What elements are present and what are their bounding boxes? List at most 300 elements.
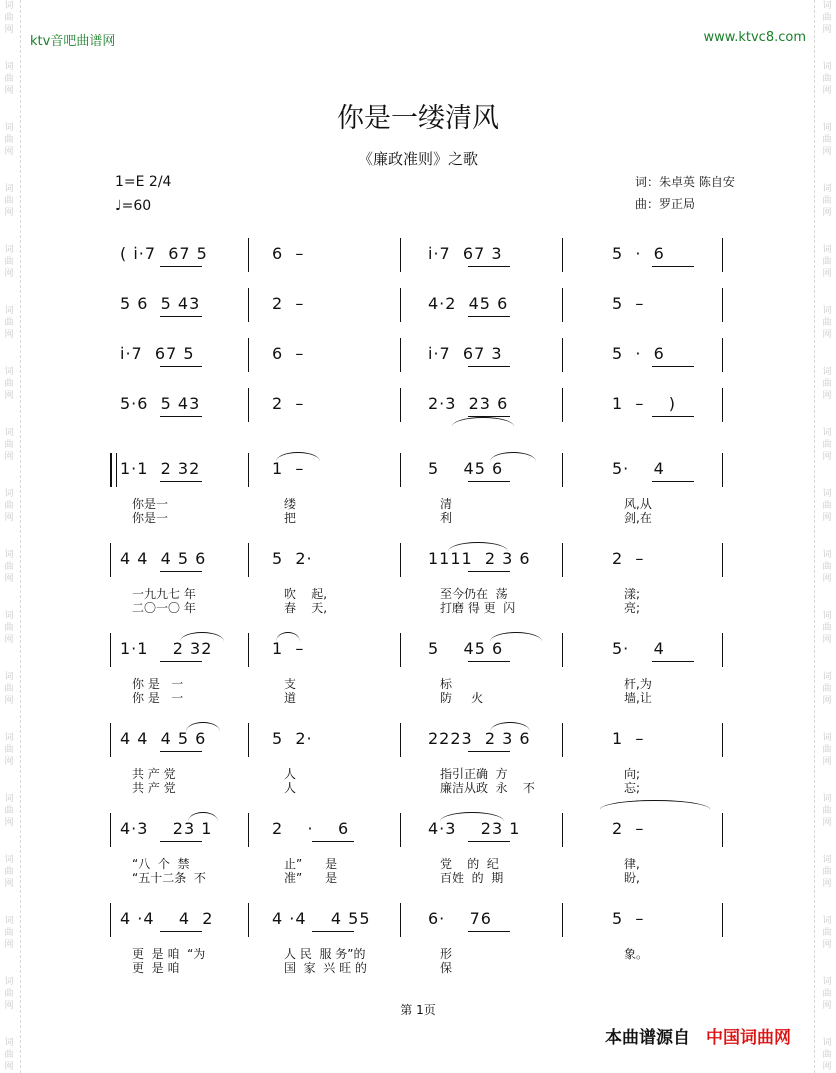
source-note	[605, 1023, 791, 1048]
measure-notes: 5 6 5 43	[120, 294, 201, 313]
lyric-segment: 止” 是	[284, 857, 338, 871]
watermark-char: 词	[822, 1038, 832, 1048]
score-row	[0, 338, 836, 372]
beam-underline	[160, 751, 202, 752]
measure-notes: 4·3 23 1	[428, 819, 521, 838]
lyric-segment: 道	[284, 691, 297, 705]
score-row	[0, 903, 836, 937]
watermark-char: 曲	[822, 196, 832, 206]
bar-line	[110, 543, 111, 577]
watermark-char: 网	[4, 635, 14, 645]
watermark-char: 网	[822, 1001, 832, 1011]
lyric-segment: 盼,	[624, 871, 640, 885]
watermark-char: 网	[4, 330, 14, 340]
watermark-char: 曲	[4, 379, 14, 389]
beam-underline	[652, 366, 694, 367]
lyric-segment: 利	[440, 511, 453, 525]
watermark-char: 网	[4, 513, 14, 523]
lyric-segment: 杆,为	[624, 677, 652, 691]
bar-line	[400, 723, 401, 757]
beam-underline	[468, 571, 510, 572]
watermark-char: 曲	[4, 13, 14, 23]
measure-notes: 2 –	[612, 549, 645, 568]
watermark-char: 词	[4, 428, 14, 438]
measure-notes: i̇·7 67 3	[428, 344, 503, 363]
watermark-char: 网	[4, 879, 14, 889]
measure-notes: ( i̇·7 67 5	[120, 244, 208, 263]
lyric-segment: 廉洁从政 永 不	[440, 781, 535, 795]
bar-line	[400, 288, 401, 322]
beam-underline	[468, 751, 510, 752]
bar-line	[248, 288, 249, 322]
bar-line	[722, 903, 723, 937]
slur-mark	[276, 452, 320, 471]
beam-underline	[160, 316, 202, 317]
score-row	[0, 238, 836, 272]
slur-mark	[490, 452, 536, 471]
lyric-segment: 亮;	[624, 601, 641, 615]
measure-notes: 4 4 4 5 6	[120, 549, 207, 568]
watermark-char: 词	[822, 367, 832, 377]
watermark-char: 词	[822, 428, 832, 438]
watermark-char: 网	[822, 452, 832, 462]
lyric-segment: 你 是 一	[132, 677, 184, 691]
watermark-char: 网	[4, 696, 14, 706]
watermark-char: 网	[822, 86, 832, 96]
watermark-char: 网	[4, 147, 14, 157]
watermark-char: 曲	[822, 135, 832, 145]
measure-notes: 5 45 6	[428, 459, 504, 478]
lyric-segment: 防 火	[440, 691, 484, 705]
beam-underline	[652, 416, 694, 417]
measure-notes: 6 –	[272, 344, 305, 363]
slur-mark	[448, 542, 508, 561]
watermark-char: 曲	[4, 989, 14, 999]
measure-notes: 5 –	[612, 909, 645, 928]
watermark-group	[2, 183, 16, 244]
lyric-segment: 一九九七 年	[132, 587, 196, 601]
watermark-char: 词	[822, 62, 832, 72]
bar-line	[248, 238, 249, 272]
lyric-segment: 把	[284, 511, 297, 525]
lyric-segment: 党 的 纪	[440, 857, 499, 871]
measure-notes: 1 –	[272, 459, 305, 478]
watermark-char: 词	[4, 916, 14, 926]
bar-line	[110, 633, 111, 667]
score-row	[0, 453, 836, 487]
lyric-segment: 你 是 一	[132, 691, 184, 705]
watermark-char: 曲	[4, 562, 14, 572]
bar-line	[722, 388, 723, 422]
watermark-group	[820, 1037, 834, 1073]
measure-notes: 5· 4	[612, 459, 665, 478]
measure-notes: 5 2·	[272, 549, 313, 568]
measure-notes: 4 ·4 4 2	[120, 909, 214, 928]
measure-notes: 1 – )	[612, 394, 676, 413]
beam-underline	[468, 481, 510, 482]
watermark-char: 曲	[4, 806, 14, 816]
lyric-segment: “五十二条 不	[132, 871, 206, 885]
measure-notes: 5 2·	[272, 729, 313, 748]
bar-line	[722, 453, 723, 487]
measure-notes: 5 45 6	[428, 639, 504, 658]
score-row	[0, 813, 836, 847]
bar-line	[400, 543, 401, 577]
measure-notes: 4 ·4 4 55	[272, 909, 371, 928]
bar-line	[722, 238, 723, 272]
watermark-char: 词	[4, 550, 14, 560]
source-site: 中国词曲网	[706, 1028, 791, 1048]
lyric-segment: 准” 是	[284, 871, 338, 885]
measure-notes: 2 –	[272, 294, 305, 313]
score-row	[0, 723, 836, 757]
measure-notes: 2 –	[612, 819, 645, 838]
watermark-char: 曲	[4, 1050, 14, 1060]
beam-underline	[312, 931, 354, 932]
watermark-char: 网	[822, 635, 832, 645]
lyric-segment: 共 产 党	[132, 781, 176, 795]
bar-line	[248, 338, 249, 372]
watermark-char: 网	[822, 269, 832, 279]
watermark-char: 网	[4, 757, 14, 767]
measure-notes: 5 –	[612, 294, 645, 313]
bar-line	[562, 388, 563, 422]
song-subtitle: 《廉政准则》之歌	[357, 150, 478, 168]
lyric-segment: 人 民 服 务”的	[284, 947, 366, 961]
beam-underline	[468, 931, 510, 932]
watermark-char: 曲	[822, 623, 832, 633]
bar-line	[562, 813, 563, 847]
watermark-char: 曲	[4, 501, 14, 511]
watermark-group	[2, 488, 16, 549]
watermark-char: 网	[822, 574, 832, 584]
beam-underline	[160, 266, 202, 267]
measure-notes: 5 · 6	[612, 244, 665, 263]
watermark-char: 词	[822, 489, 832, 499]
beam-underline	[468, 266, 510, 267]
lyric-segment: 更 是 咱 “为	[132, 947, 206, 961]
slur-mark	[180, 632, 224, 651]
lyric-segment: 打磨 得 更 闪	[440, 601, 516, 615]
measure-notes: 4 4 4 5 6	[120, 729, 207, 748]
watermark-char: 曲	[822, 257, 832, 267]
watermark-char: 曲	[822, 379, 832, 389]
beam-underline	[160, 571, 202, 572]
watermark-char: 网	[4, 1001, 14, 1011]
lyric-segment: 二〇一〇 年	[132, 601, 196, 615]
slur-mark	[452, 417, 514, 436]
watermark-char: 词	[4, 245, 14, 255]
beam-underline	[160, 931, 202, 932]
watermark-char: 曲	[822, 562, 832, 572]
watermark-group	[2, 0, 16, 61]
watermark-char: 词	[4, 672, 14, 682]
bar-line	[400, 903, 401, 937]
slur-mark	[600, 800, 710, 819]
beam-underline	[468, 316, 510, 317]
watermark-char: 词	[822, 794, 832, 804]
measure-notes: 2 · 6	[272, 819, 350, 838]
measure-notes: i̇·7 67 5	[120, 344, 195, 363]
watermark-char: 词	[822, 245, 832, 255]
watermark-char: 网	[4, 1062, 14, 1072]
measure-notes: 6· 76	[428, 909, 492, 928]
watermark-char: 词	[822, 1, 832, 11]
lyric-segment: 指引正确 方	[440, 767, 508, 781]
measure-notes: 4·2 45 6	[428, 294, 509, 313]
watermark-char: 词	[4, 306, 14, 316]
watermark-char: 曲	[822, 318, 832, 328]
watermark-char: 曲	[4, 318, 14, 328]
source-prefix: 本曲谱源自	[605, 1028, 690, 1048]
beam-underline	[160, 841, 202, 842]
watermark-char: 词	[4, 794, 14, 804]
watermark-char: 词	[822, 916, 832, 926]
watermark-char: 词	[4, 367, 14, 377]
beam-underline	[160, 416, 202, 417]
site-url-right: www.ktvc8.com	[703, 30, 806, 45]
watermark-char: 网	[822, 25, 832, 35]
watermark-char: 网	[4, 269, 14, 279]
lyric-segment: 共 产 党	[132, 767, 176, 781]
bar-line	[248, 633, 249, 667]
lyric-segment: 形	[440, 947, 453, 961]
watermark-char: 网	[4, 25, 14, 35]
slur-mark	[490, 632, 542, 651]
watermark-char: 词	[4, 855, 14, 865]
bar-line	[248, 543, 249, 577]
watermark-char: 网	[4, 940, 14, 950]
tempo-marking: ♩=60	[115, 198, 152, 214]
lyric-segment: 风,从	[624, 497, 652, 511]
watermark-char: 曲	[4, 257, 14, 267]
lyric-segment: 至今仍在 荡	[440, 587, 508, 601]
measure-notes: 1111 2 3 6	[428, 549, 531, 568]
bar-line	[400, 633, 401, 667]
bar-line	[562, 338, 563, 372]
measure-notes: 5· 4	[612, 639, 665, 658]
page-number: 第 1页	[400, 1003, 436, 1017]
watermark-char: 词	[4, 1038, 14, 1048]
beam-underline	[468, 841, 510, 842]
bar-line	[110, 453, 117, 487]
lyricist-credit: 词：朱卓英 陈自安	[635, 175, 735, 189]
bar-line	[400, 453, 401, 487]
watermark-char: 网	[4, 574, 14, 584]
beam-underline	[160, 661, 202, 662]
watermark-char: 曲	[4, 623, 14, 633]
watermark-char: 曲	[822, 501, 832, 511]
measure-notes: 1·1 2 32	[120, 459, 201, 478]
lyric-segment: 更 是 咱	[132, 961, 180, 975]
measure-notes: i̇·7 67 3	[428, 244, 503, 263]
slur-mark	[188, 812, 218, 831]
lyric-segment: 你是一	[132, 497, 169, 511]
watermark-char: 词	[822, 672, 832, 682]
watermark-char: 曲	[822, 684, 832, 694]
watermark-char: 网	[822, 1062, 832, 1072]
measure-notes: 1 –	[272, 639, 305, 658]
watermark-char: 词	[4, 62, 14, 72]
watermark-char: 网	[822, 757, 832, 767]
watermark-char: 词	[822, 184, 832, 194]
watermark-char: 词	[822, 977, 832, 987]
watermark-char: 曲	[822, 745, 832, 755]
watermark-char: 网	[4, 452, 14, 462]
bar-line	[248, 723, 249, 757]
lyric-segment: 你是一	[132, 511, 169, 525]
watermark-char: 词	[822, 855, 832, 865]
bar-line	[562, 723, 563, 757]
watermark-char: 词	[4, 184, 14, 194]
composer-credit: 曲：罗正局	[635, 197, 696, 211]
slur-mark	[490, 722, 530, 741]
watermark-char: 词	[822, 550, 832, 560]
watermark-char: 网	[4, 86, 14, 96]
watermark-char: 词	[822, 123, 832, 133]
watermark-char: 词	[4, 611, 14, 621]
bar-line	[400, 388, 401, 422]
watermark-char: 词	[4, 733, 14, 743]
lyric-segment: 国 家 兴 旺 的	[284, 961, 367, 975]
watermark-char: 曲	[4, 196, 14, 206]
measure-notes: 1 –	[612, 729, 645, 748]
lyric-segment: “八 个 禁	[132, 857, 190, 871]
lyric-segment: 缕	[284, 497, 297, 511]
score-row	[0, 388, 836, 422]
watermark-char: 词	[4, 489, 14, 499]
lyric-segment: 剑,在	[624, 511, 652, 525]
beam-underline	[652, 661, 694, 662]
bar-line	[248, 388, 249, 422]
lyric-segment: 漾;	[624, 587, 641, 601]
slur-mark	[276, 632, 300, 651]
watermark-char: 网	[822, 513, 832, 523]
beam-underline	[652, 266, 694, 267]
slur-mark	[440, 812, 504, 831]
watermark-char: 网	[822, 330, 832, 340]
slur-mark	[186, 722, 220, 741]
watermark-group	[820, 488, 834, 549]
bar-line	[722, 723, 723, 757]
bar-line	[400, 338, 401, 372]
measure-notes: 5 · 6	[612, 344, 665, 363]
bar-line	[400, 238, 401, 272]
watermark-char: 曲	[822, 806, 832, 816]
measure-notes: 1·1 2 32	[120, 639, 213, 658]
watermark-char: 曲	[822, 440, 832, 450]
watermark-char: 网	[4, 208, 14, 218]
bar-line	[248, 453, 249, 487]
bar-line	[722, 543, 723, 577]
beam-underline	[468, 661, 510, 662]
watermark-char: 曲	[822, 74, 832, 84]
beam-underline	[652, 481, 694, 482]
watermark-char: 曲	[822, 1050, 832, 1060]
watermark-char: 网	[822, 940, 832, 950]
bar-line	[562, 543, 563, 577]
bar-line	[110, 813, 111, 847]
watermark-char: 曲	[822, 928, 832, 938]
watermark-char: 曲	[822, 13, 832, 23]
bar-line	[110, 903, 111, 937]
song-title: 你是一缕清风	[337, 103, 499, 134]
bar-line	[562, 288, 563, 322]
watermark-char: 词	[822, 611, 832, 621]
watermark-char: 曲	[822, 867, 832, 877]
measure-notes: 2·3 23 6	[428, 394, 509, 413]
watermark-char: 曲	[4, 684, 14, 694]
lyric-segment: 象。	[624, 947, 649, 961]
lyric-segment: 墙,让	[624, 691, 652, 705]
beam-underline	[160, 366, 202, 367]
bar-line	[562, 453, 563, 487]
beam-underline	[312, 841, 354, 842]
watermark-group	[820, 183, 834, 244]
score-row	[0, 288, 836, 322]
lyric-segment: 春 天,	[284, 601, 328, 615]
bar-line	[400, 813, 401, 847]
beam-underline	[468, 366, 510, 367]
bar-line	[110, 723, 111, 757]
score-row	[0, 633, 836, 667]
watermark-char: 词	[822, 306, 832, 316]
lyric-segment: 律,	[624, 857, 640, 871]
watermark-char: 词	[4, 123, 14, 133]
bar-line	[248, 813, 249, 847]
bar-line	[722, 813, 723, 847]
watermark-char: 曲	[4, 74, 14, 84]
watermark-char: 网	[4, 391, 14, 401]
measure-notes: 2223 2 3 6	[428, 729, 531, 748]
watermark-group	[2, 1037, 16, 1073]
site-name-left: ktv音吧曲谱网	[30, 34, 116, 49]
beam-underline	[160, 481, 202, 482]
lyric-segment: 清	[440, 497, 453, 511]
lyric-segment: 标	[440, 677, 453, 691]
watermark-char: 词	[4, 977, 14, 987]
watermark-char: 网	[822, 208, 832, 218]
watermark-char: 网	[822, 696, 832, 706]
lyric-segment: 人	[284, 781, 297, 795]
score-row	[0, 543, 836, 577]
lyric-segment: 百姓 的 期	[440, 871, 504, 885]
watermark-char: 曲	[4, 745, 14, 755]
watermark-char: 曲	[822, 989, 832, 999]
watermark-char: 曲	[4, 867, 14, 877]
watermark-group	[820, 0, 834, 61]
watermark-char: 词	[822, 733, 832, 743]
bar-line	[562, 633, 563, 667]
watermark-char: 曲	[4, 135, 14, 145]
lyric-segment: 保	[440, 961, 453, 975]
bar-line	[248, 903, 249, 937]
watermark-char: 曲	[4, 440, 14, 450]
measure-notes: 5·6 5 43	[120, 394, 201, 413]
watermark-char: 网	[822, 818, 832, 828]
bar-line	[562, 238, 563, 272]
bar-line	[562, 903, 563, 937]
lyric-segment: 向;	[624, 767, 641, 781]
bar-line	[722, 338, 723, 372]
key-signature: 1=E 2/4	[115, 174, 172, 190]
bar-line	[722, 633, 723, 667]
measure-notes: 4·3 23 1	[120, 819, 213, 838]
watermark-char: 词	[4, 1, 14, 11]
watermark-char: 网	[822, 879, 832, 889]
watermark-char: 曲	[4, 928, 14, 938]
lyric-segment: 忘;	[624, 781, 641, 795]
